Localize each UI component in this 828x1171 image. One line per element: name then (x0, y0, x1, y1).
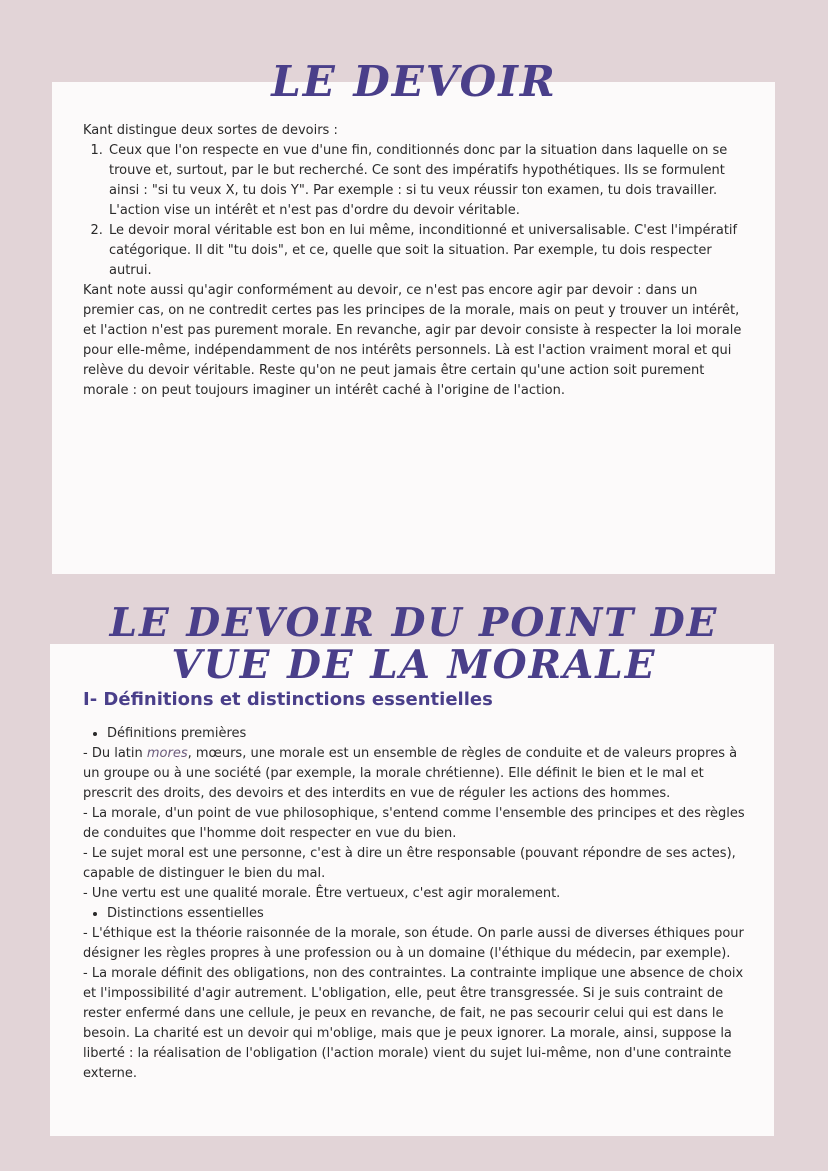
list-item: 1. Ceux que l'on respecte en vue d'une fin, conditionnés donc par la situation dans laquelle on se trouve et, surtout, par le but recherché. Ce sont des impératifs hypothétiques. Ils se formulent ainsi : "si tu veux X, tu dois Y". Par exemple : si tu veux réussir ton examen, tu dois travailler. L'action vise un intérêt et n'est pas d'ordre du devoir véritable. (107, 141, 751, 221)
list-item: 2. Le devoir moral véritable est bon en lui même, inconditionné et universalisable. C'est l'impératif catégorique. Il dit "tu dois", et ce, quelle que soit la situation. Par exemple, tu dois respecter autrui. (107, 221, 751, 281)
definition-morale (83, 744, 751, 804)
definition-vertu: - Une vertu est une qualité morale. Être vertueux, c'est agir moralement. (83, 886, 561, 901)
definition-prefix: - Du latin (83, 746, 147, 761)
distinction-obligation: - La morale définit des obligations, non des contraintes. La contrainte implique une absence de choix et l'impossibilité d'agir autrement. L'obligation, elle, peut être transgressée. Si je suis contraint de rester enfermé dans une cellule, je peux en revanche, de fait, ne pas secourir celui qui est dans le besoin. La charité est un devoir qui m'oblige, mais que je peux ignorer. La morale, ainsi, suppose la liberté : la réalisation de l'obligation (l'action morale) vient du sujet lui-même, non d'une contrainte externe. (83, 966, 744, 1081)
section-subheading: I- Définitions et distinctions essentielles (83, 689, 493, 710)
definition-sujet-moral: - Le sujet moral est une personne, c'est à dire un être responsable (pouvant répondre de ses actes), capable de distinguer le bien du mal. (83, 846, 736, 881)
title-line-1: LE DEVOIR DU POINT DE (109, 600, 719, 646)
bullet-list-2 (83, 904, 751, 924)
distinction-ethique: - L'éthique est la théorie raisonnée de la morale, son étude. On parle aussi de diverses éthiques pour désigner les règles propres à une profession ou à un domaine (l'éthique du médecin, par exemple). (83, 926, 744, 961)
section-1-conclusion: Kant note aussi qu'agir conformément au devoir, ce n'est pas encore agir par devoir : dans un premier cas, on ne contredit certes pas les principes de la morale, mais on peut y trouver un intérêt, et l'action n'est pas purement morale. En revanche, agir par devoir consiste à respecter la loi morale pour elle-même, indépendamment de nos intérêts personnels. Là est l'action vraiment moral et qui relève du devoir véritable. Reste qu'on ne peut jamais être certain qu'une action soit purement morale : on peut toujours imaginer un intérêt caché à l'origine de l'action. (83, 283, 742, 398)
definition-rest: , mœurs, une morale est un ensemble de règles de conduite et de valeurs propres à un groupe ou à une société (par exemple, la morale chrétienne). Elle définit le bien et le mal et prescrit des droits, des devoirs et des interdits en vue de réguler les actions des hommes. (83, 746, 738, 801)
latin-term: mores (146, 746, 188, 761)
section-2-body (83, 724, 751, 1084)
bullet-distinctions: • Distinctions essentielles (107, 904, 751, 924)
bullet-list-1 (83, 724, 751, 744)
bullet-definitions: • Définitions premières (107, 724, 751, 744)
section-1-body (83, 121, 751, 401)
definition-philosophique: - La morale, d'un point de vue philosophique, s'entend comme l'ensemble des principes et des règles de conduites que l'homme doit respecter en vue du bien. (83, 806, 745, 841)
page-title-morale (0, 602, 828, 686)
kant-duties-list (83, 141, 751, 281)
page-title-le-devoir: LE DEVOIR (271, 57, 557, 106)
title-line-2: VUE DE LA MORALE (171, 642, 657, 688)
section-1-intro: Kant distingue deux sortes de devoirs : (83, 123, 338, 138)
